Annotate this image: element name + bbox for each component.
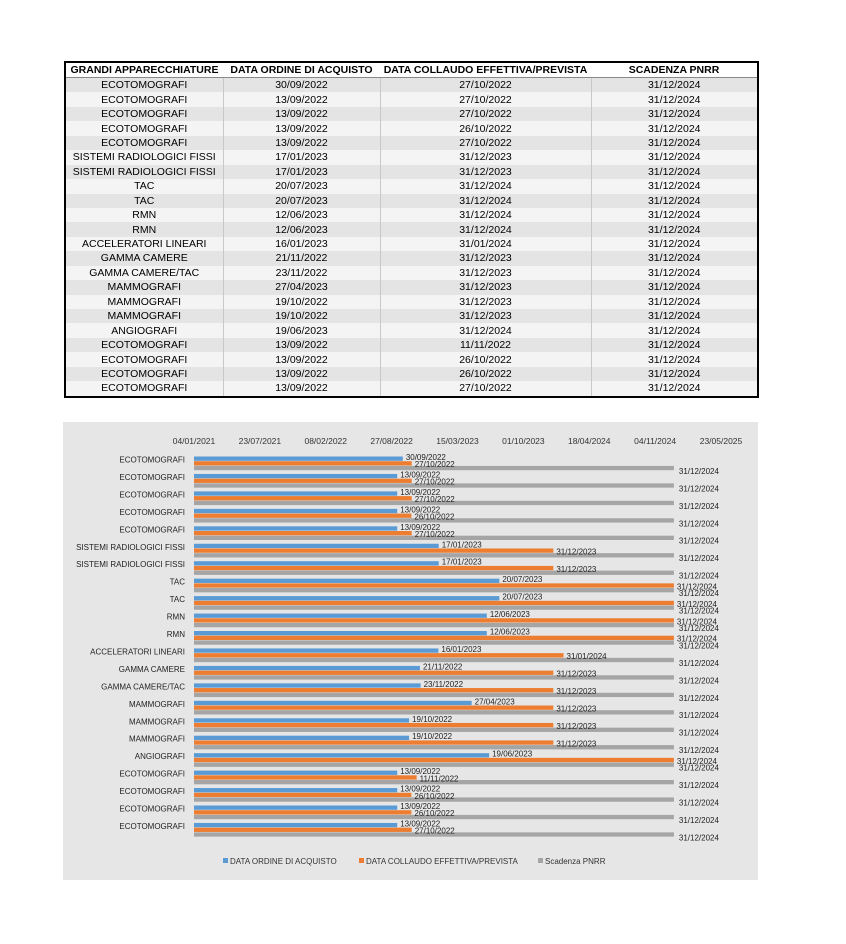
data-label-pnrr: 31/12/2024: [678, 466, 719, 476]
bar-order: [194, 718, 409, 722]
category-label: ECOTOMOGRAFI: [119, 525, 185, 535]
table-row: [65, 136, 758, 150]
data-label-order: 30/09/2022: [405, 453, 446, 462]
category-label: RMN: [166, 612, 185, 622]
bar-test: [194, 653, 564, 657]
cell-pnrr-deadline: 31/12/2024: [591, 165, 758, 179]
data-label-order: 13/09/2022: [400, 522, 441, 532]
bar-order: [194, 806, 397, 810]
equipment-table: [64, 61, 759, 398]
table-row: [65, 150, 758, 164]
data-label-pnrr: 31/12/2024: [678, 746, 719, 756]
bar-pnrr: [194, 553, 674, 557]
table-row: [65, 251, 758, 265]
cell-test-date: 31/12/2024: [380, 194, 591, 208]
cell-order-date: 12/06/2023: [223, 222, 380, 236]
data-label-order: 13/09/2022: [400, 802, 441, 811]
table-row: [65, 92, 758, 106]
data-label-pnrr: 31/12/2024: [678, 623, 719, 633]
cell-test-date: 31/12/2023: [380, 251, 591, 265]
legend-swatch: [538, 858, 543, 863]
cell-pnrr-deadline: 31/12/2024: [591, 92, 758, 106]
cell-pnrr-deadline: 31/12/2024: [591, 295, 758, 309]
bar-test: [194, 496, 412, 500]
cell-equipment: ECOTOMOGRAFI: [65, 121, 223, 135]
bar-order: [194, 683, 421, 687]
cell-order-date: 27/04/2023: [223, 280, 380, 294]
data-label-pnrr: 31/12/2024: [678, 501, 719, 511]
data-label-test: 31/12/2024: [676, 634, 717, 644]
cell-pnrr-deadline: 31/12/2024: [591, 251, 758, 265]
data-label-order: 13/09/2022: [400, 784, 441, 794]
cell-test-date: 31/12/2023: [380, 266, 591, 280]
cell-test-date: 31/12/2023: [380, 295, 591, 309]
cell-test-date: 27/10/2022: [380, 136, 591, 150]
x-tick-label: 08/02/2022: [304, 436, 348, 446]
cell-equipment: TAC: [65, 194, 223, 208]
category-label: ECOTOMOGRAFI: [119, 455, 185, 465]
bar-order: [194, 457, 403, 461]
category-label: ACCELERATORI LINEARI: [90, 647, 185, 657]
bar-test: [194, 514, 411, 518]
category-label: MAMMOGRAFI: [129, 734, 185, 744]
data-label-test: 11/11/2022: [419, 774, 459, 784]
bar-test: [194, 583, 674, 587]
bar-test: [194, 828, 412, 832]
cell-test-date: 31/12/2023: [380, 309, 591, 323]
data-label-pnrr: 31/12/2024: [678, 798, 719, 808]
cell-equipment: RMN: [65, 222, 223, 236]
bar-order: [194, 579, 499, 583]
category-label: ECOTOMOGRAFI: [119, 821, 185, 831]
bar-order: [194, 526, 397, 530]
data-label-pnrr: 31/12/2024: [678, 693, 719, 703]
cell-test-date: 31/12/2023: [380, 280, 591, 294]
data-label-test: 26/10/2022: [414, 809, 455, 819]
header-order-date: DATA ORDINE DI ACQUISTO: [223, 62, 380, 78]
cell-pnrr-deadline: 31/12/2024: [591, 367, 758, 381]
cell-equipment: MAMMOGRAFI: [65, 309, 223, 323]
table-row: [65, 381, 758, 396]
bar-test: [194, 810, 411, 814]
cell-equipment: ECOTOMOGRAFI: [65, 352, 223, 366]
bar-order: [194, 788, 397, 792]
cell-order-date: 19/10/2022: [223, 309, 380, 323]
cell-pnrr-deadline: 31/12/2024: [591, 78, 758, 93]
cell-order-date: 13/09/2022: [223, 121, 380, 135]
bar-order: [194, 614, 487, 618]
data-label-order: 17/01/2023: [441, 557, 482, 567]
data-label-pnrr: 31/12/2024: [678, 589, 719, 599]
cell-pnrr-deadline: 31/12/2024: [591, 136, 758, 150]
x-tick-label: 01/10/2023: [502, 436, 545, 446]
bar-pnrr: [194, 571, 674, 575]
data-label-order: 23/11/2022: [423, 679, 464, 689]
data-label-order: 20/07/2023: [502, 575, 543, 585]
data-label-test: 27/10/2022: [414, 477, 455, 487]
bar-pnrr: [194, 745, 674, 749]
cell-order-date: 23/11/2022: [223, 266, 380, 280]
x-tick-label: 27/08/2022: [370, 436, 413, 446]
data-label-test: 26/10/2022: [414, 791, 455, 801]
data-label-test: 27/10/2022: [414, 495, 455, 505]
data-label-test: 31/12/2024: [676, 582, 717, 592]
table-row: [65, 107, 758, 121]
cell-test-date: 31/12/2024: [380, 208, 591, 222]
data-label-pnrr: 31/12/2024: [678, 519, 719, 529]
cell-equipment: ACCELERATORI LINEARI: [65, 237, 223, 251]
data-label-order: 13/09/2022: [400, 819, 441, 829]
category-label: ECOTOMOGRAFI: [119, 490, 185, 500]
cell-equipment: TAC: [65, 179, 223, 193]
bar-pnrr: [194, 640, 674, 644]
cell-test-date: 27/10/2022: [380, 381, 591, 396]
cell-order-date: 17/01/2023: [223, 150, 380, 164]
cell-test-date: 31/12/2024: [380, 323, 591, 337]
category-label: MAMMOGRAFI: [129, 699, 185, 709]
category-label: SISTEMI RADIOLOGICI FISSI: [76, 542, 185, 552]
bar-test: [194, 636, 674, 640]
table-row: [65, 323, 758, 337]
cell-order-date: 17/01/2023: [223, 165, 380, 179]
cell-test-date: 31/12/2024: [380, 222, 591, 236]
cell-equipment: GAMMA CAMERE: [65, 251, 223, 265]
cell-equipment: GAMMA CAMERE/TAC: [65, 266, 223, 280]
data-label-test: 31/12/2023: [556, 687, 597, 697]
data-label-test: 27/10/2022: [414, 826, 455, 836]
cell-equipment: SISTEMI RADIOLOGICI FISSI: [65, 165, 223, 179]
data-label-order: 27/04/2023: [474, 697, 515, 707]
category-label: MAMMOGRAFI: [129, 717, 185, 727]
category-label: ECOTOMOGRAFI: [119, 804, 185, 814]
cell-pnrr-deadline: 31/12/2024: [591, 179, 758, 193]
cell-order-date: 13/09/2022: [223, 367, 380, 381]
category-label: TAC: [169, 595, 185, 605]
cell-order-date: 30/09/2022: [223, 78, 380, 93]
x-tick-label: 04/11/2024: [634, 436, 677, 446]
bar-test: [194, 688, 553, 692]
cell-order-date: 13/09/2022: [223, 381, 380, 396]
bar-order: [194, 491, 397, 495]
cell-test-date: 27/10/2022: [380, 78, 591, 93]
bar-order: [194, 509, 397, 513]
table-body: [65, 78, 758, 397]
cell-equipment: SISTEMI RADIOLOGICI FISSI: [65, 150, 223, 164]
cell-order-date: 13/09/2022: [223, 107, 380, 121]
data-label-order: 20/07/2023: [502, 592, 543, 602]
cell-pnrr-deadline: 31/12/2024: [591, 309, 758, 323]
bar-order: [194, 648, 438, 652]
data-label-order: 13/09/2022: [400, 470, 441, 480]
data-label-pnrr: 31/12/2024: [678, 833, 719, 843]
cell-test-date: 26/10/2022: [380, 121, 591, 135]
data-label-order: 17/01/2023: [441, 540, 482, 550]
bar-test: [194, 566, 553, 570]
data-label-test: 31/12/2023: [556, 739, 597, 749]
table-row: [65, 208, 758, 222]
cell-test-date: 31/12/2023: [380, 165, 591, 179]
legend-swatch: [359, 858, 364, 863]
bar-order: [194, 474, 397, 478]
cell-order-date: 12/06/2023: [223, 208, 380, 222]
x-tick-label: 18/04/2024: [567, 436, 611, 446]
cell-pnrr-deadline: 31/12/2024: [591, 266, 758, 280]
table-row: [65, 165, 758, 179]
data-label-pnrr: 31/12/2024: [678, 781, 719, 790]
data-label-order: 19/06/2023: [492, 749, 533, 759]
cell-pnrr-deadline: 31/12/2024: [591, 381, 758, 396]
table-row: [65, 352, 758, 366]
category-label: TAC: [169, 577, 185, 587]
cell-equipment: ECOTOMOGRAFI: [65, 107, 223, 121]
data-label-pnrr: 31/12/2024: [678, 711, 719, 721]
category-label: GAMMA CAMERE: [118, 664, 185, 674]
cell-equipment: ECOTOMOGRAFI: [65, 92, 223, 106]
table-header-row: [65, 62, 758, 78]
bar-test: [194, 671, 553, 675]
data-label-test: 31/12/2023: [556, 704, 597, 714]
cell-test-date: 31/01/2024: [380, 237, 591, 251]
cell-order-date: 19/06/2023: [223, 323, 380, 337]
data-label-order: 19/10/2022: [412, 714, 453, 724]
table-row: [65, 338, 758, 352]
table-row: [65, 295, 758, 309]
bar-test: [194, 548, 553, 552]
data-label-test: 26/10/2022: [414, 512, 455, 522]
category-label: ECOTOMOGRAFI: [119, 472, 185, 482]
cell-pnrr-deadline: 31/12/2024: [591, 280, 758, 294]
bar-pnrr: [194, 606, 674, 610]
legend-swatch: [223, 858, 228, 863]
cell-order-date: 13/09/2022: [223, 338, 380, 352]
table-row: [65, 78, 758, 93]
cell-order-date: 21/11/2022: [223, 251, 380, 265]
cell-equipment: ECOTOMOGRAFI: [65, 367, 223, 381]
data-label-order: 21/11/2022: [422, 662, 463, 672]
table-row: [65, 367, 758, 381]
data-label-test: 31/12/2023: [556, 669, 597, 679]
bar-order: [194, 631, 487, 635]
cell-pnrr-deadline: 31/12/2024: [591, 222, 758, 236]
data-label-pnrr: 31/12/2024: [678, 728, 719, 738]
bar-test: [194, 531, 412, 535]
bar-pnrr: [194, 693, 674, 697]
legend-label: DATA ORDINE DI ACQUISTO: [230, 857, 337, 866]
cell-order-date: 20/07/2023: [223, 179, 380, 193]
cell-equipment: MAMMOGRAFI: [65, 295, 223, 309]
cell-equipment: ANGIOGRAFI: [65, 323, 223, 337]
cell-test-date: 31/12/2023: [380, 150, 591, 164]
data-label-pnrr: 31/12/2024: [678, 536, 719, 546]
category-label: RMN: [166, 630, 185, 639]
legend-label: Scadenza PNRR: [545, 857, 606, 866]
cell-pnrr-deadline: 31/12/2024: [591, 107, 758, 121]
cell-equipment: ECOTOMOGRAFI: [65, 136, 223, 150]
category-label: ECOTOMOGRAFI: [119, 769, 185, 779]
table-row: [65, 179, 758, 193]
bar-order: [194, 561, 439, 565]
cell-order-date: 16/01/2023: [223, 237, 380, 251]
data-label-pnrr: 31/12/2024: [678, 554, 719, 564]
cell-equipment: ECOTOMOGRAFI: [65, 381, 223, 396]
gantt-chart: [63, 422, 758, 880]
data-label-order: 12/06/2023: [489, 610, 530, 620]
cell-test-date: 27/10/2022: [380, 107, 591, 121]
category-label: GAMMA CAMERE/TAC: [101, 682, 185, 692]
bar-order: [194, 753, 489, 757]
bar-test: [194, 740, 553, 744]
cell-test-date: 27/10/2022: [380, 92, 591, 106]
category-label: ECOTOMOGRAFI: [119, 507, 185, 517]
data-label-test: 31/12/2023: [556, 721, 597, 731]
x-tick-label: 15/03/2023: [436, 436, 479, 446]
bar-order: [194, 736, 409, 740]
data-label-order: 13/09/2022: [400, 487, 441, 497]
table-row: [65, 121, 758, 135]
cell-pnrr-deadline: 31/12/2024: [591, 338, 758, 352]
cell-pnrr-deadline: 31/12/2024: [591, 237, 758, 251]
data-label-pnrr: 31/12/2024: [678, 641, 719, 651]
data-label-order: 13/09/2022: [400, 505, 441, 515]
bar-test: [194, 793, 411, 797]
bar-order: [194, 701, 472, 705]
data-label-test: 31/01/2024: [566, 652, 607, 662]
data-label-test: 27/10/2022: [414, 460, 455, 470]
data-label-order: 16/01/2023: [441, 644, 482, 654]
cell-pnrr-deadline: 31/12/2024: [591, 150, 758, 164]
chart-area: [63, 422, 758, 880]
bar-order: [194, 596, 499, 600]
bar-test: [194, 479, 412, 483]
header-pnrr-deadline: SCADENZA PNRR: [591, 62, 758, 78]
data-label-order: 13/09/2022: [400, 767, 441, 777]
bar-test: [194, 461, 412, 465]
cell-pnrr-deadline: 31/12/2024: [591, 208, 758, 222]
header-test-date: DATA COLLAUDO EFFETTIVA/PREVISTA: [380, 62, 591, 78]
cell-order-date: 13/09/2022: [223, 92, 380, 106]
data-label-pnrr: 31/12/2024: [678, 676, 719, 686]
data-label-test: 31/12/2023: [556, 547, 597, 557]
cell-equipment: ECOTOMOGRAFI: [65, 78, 223, 93]
bar-test: [194, 618, 674, 622]
category-label: SISTEMI RADIOLOGICI FISSI: [76, 560, 185, 570]
data-label-test: 31/12/2024: [676, 617, 717, 627]
cell-pnrr-deadline: 31/12/2024: [591, 121, 758, 135]
cell-test-date: 26/10/2022: [380, 367, 591, 381]
data-label-test: 31/12/2023: [556, 564, 597, 574]
data-label-order: 19/10/2022: [412, 732, 453, 742]
data-label-pnrr: 31/12/2024: [678, 763, 719, 773]
data-label-test: 27/10/2022: [414, 530, 455, 539]
data-label-pnrr: 31/12/2024: [678, 606, 719, 616]
data-label-test: 31/12/2024: [676, 756, 717, 766]
data-label-test: 31/12/2024: [676, 599, 717, 609]
cell-test-date: 26/10/2022: [380, 352, 591, 366]
bar-pnrr: [194, 588, 674, 592]
bar-test: [194, 775, 417, 779]
bar-test: [194, 758, 674, 762]
bar-order: [194, 823, 397, 827]
cell-equipment: ECOTOMOGRAFI: [65, 338, 223, 352]
table-row: [65, 266, 758, 280]
header-equipment: GRANDI APPARECCHIATURE: [65, 62, 223, 78]
table-row: [65, 194, 758, 208]
cell-pnrr-deadline: 31/12/2024: [591, 323, 758, 337]
bar-test: [194, 601, 674, 605]
table-row: [65, 280, 758, 294]
cell-test-date: 11/11/2022: [380, 338, 591, 352]
bar-test: [194, 723, 553, 727]
data-label-pnrr: 31/12/2024: [678, 571, 719, 581]
table-row: [65, 309, 758, 323]
bar-order: [194, 771, 397, 775]
cell-test-date: 31/12/2024: [380, 179, 591, 193]
category-label: ECOTOMOGRAFI: [119, 787, 185, 797]
table-row: [65, 222, 758, 236]
cell-order-date: 13/09/2022: [223, 136, 380, 150]
cell-equipment: MAMMOGRAFI: [65, 280, 223, 294]
x-tick-label: 04/01/2021: [172, 436, 216, 446]
category-label: ANGIOGRAFI: [134, 752, 185, 762]
cell-order-date: 20/07/2023: [223, 194, 380, 208]
x-tick-label: 23/07/2021: [238, 436, 282, 446]
cell-pnrr-deadline: 31/12/2024: [591, 194, 758, 208]
bar-order: [194, 544, 439, 548]
bar-pnrr: [194, 623, 674, 627]
data-label-order: 12/06/2023: [489, 627, 530, 637]
data-label-pnrr: 31/12/2024: [678, 815, 719, 825]
table-row: [65, 237, 758, 251]
cell-order-date: 19/10/2022: [223, 295, 380, 309]
legend-label: DATA COLLAUDO EFFETTIVA/PREVISTA: [366, 857, 518, 866]
data-label-pnrr: 31/12/2024: [678, 484, 719, 494]
cell-pnrr-deadline: 31/12/2024: [591, 352, 758, 366]
data-label-pnrr: 31/12/2024: [678, 658, 719, 668]
x-tick-label: 23/05/2025: [699, 436, 743, 446]
bar-order: [194, 666, 420, 670]
cell-equipment: RMN: [65, 208, 223, 222]
cell-order-date: 13/09/2022: [223, 352, 380, 366]
